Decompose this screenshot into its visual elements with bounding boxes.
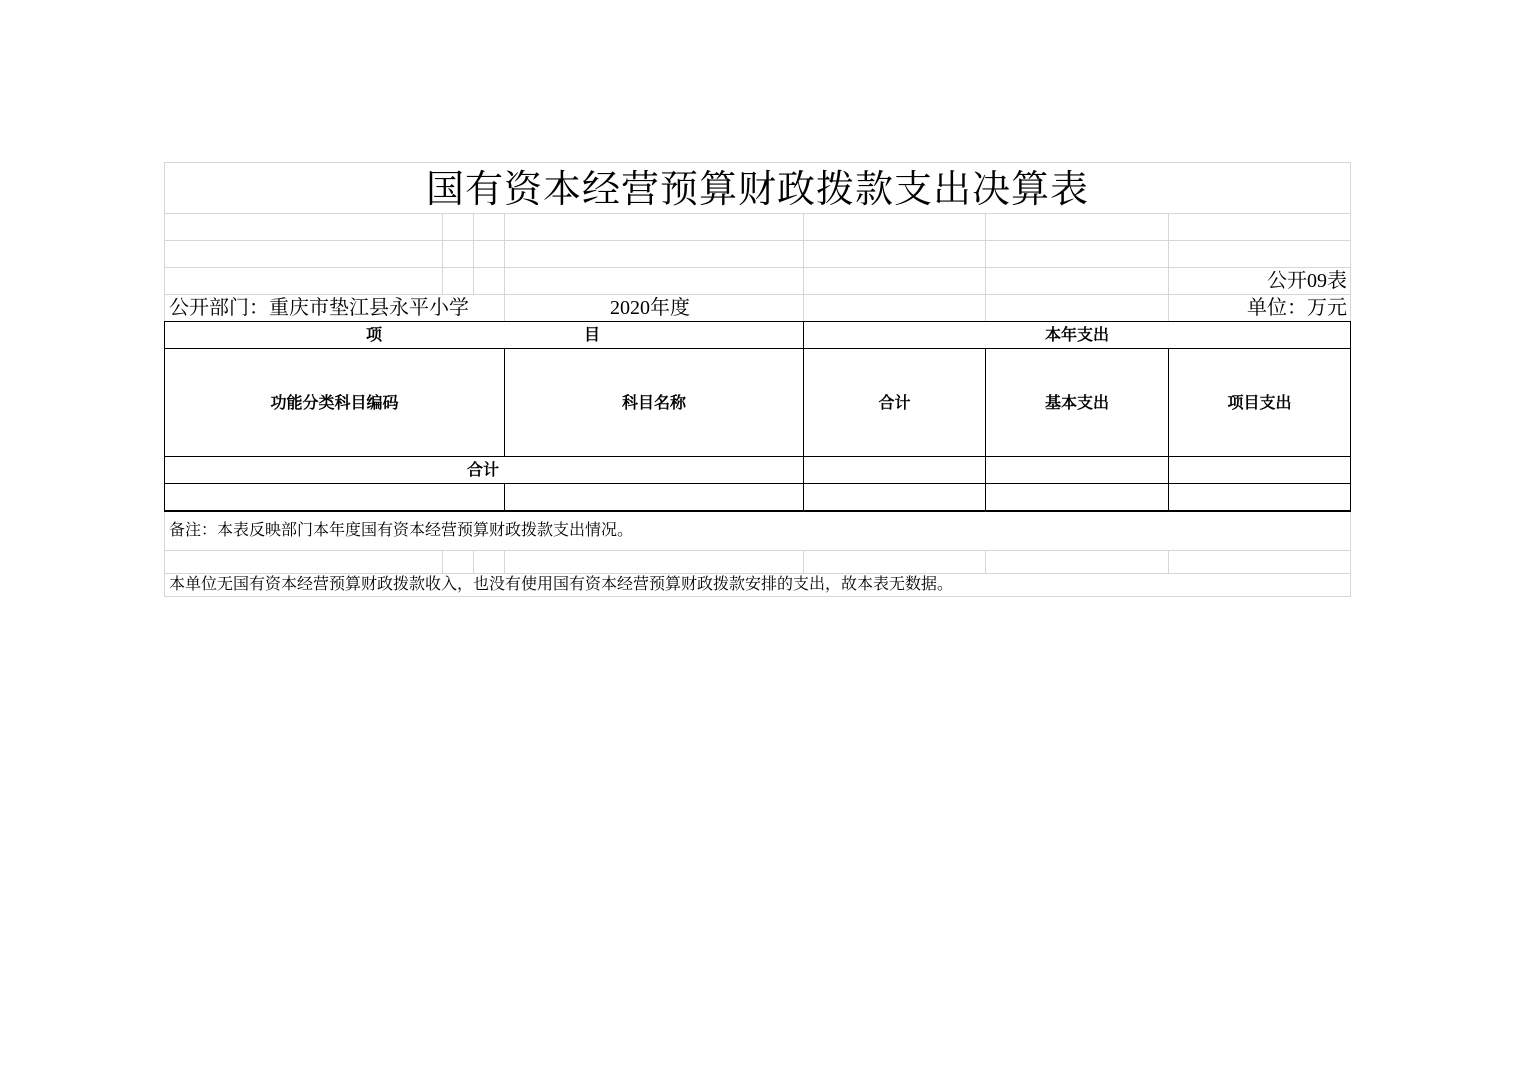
gridline xyxy=(504,550,505,573)
gridline xyxy=(164,267,1351,268)
header-current-year-expense: 本年支出 xyxy=(1044,325,1109,344)
gridline xyxy=(985,550,986,573)
gridline xyxy=(473,550,474,573)
table-border xyxy=(504,483,505,510)
gridline xyxy=(442,213,443,294)
spreadsheet-page xyxy=(164,162,1351,597)
gridline xyxy=(803,550,804,573)
page-title: 国有资本经营预算财政拨款支出决算表 xyxy=(425,167,1089,211)
table-border xyxy=(985,348,986,512)
unit-label: 单位：万元 xyxy=(1247,297,1347,319)
gridline xyxy=(164,573,1351,574)
gridline xyxy=(985,213,986,321)
table-border xyxy=(164,456,1351,457)
total-row-label: 合计 xyxy=(466,460,499,479)
table-border xyxy=(1350,321,1351,512)
gridline xyxy=(164,240,1351,241)
department-label: 公开部门：重庆市垫江县永平小学 xyxy=(169,297,469,319)
gridline xyxy=(442,550,443,573)
column-header-total: 合计 xyxy=(878,393,911,412)
column-header-basic-expense: 基本支出 xyxy=(1044,393,1109,412)
column-header-project-expense: 项目支出 xyxy=(1227,393,1292,412)
gridline xyxy=(473,213,474,294)
gridline xyxy=(164,596,1351,597)
gridline xyxy=(1168,213,1169,321)
fiscal-year: 2020年度 xyxy=(610,297,690,319)
gridline xyxy=(164,550,1351,551)
no-data-statement: 本单位无国有资本经营预算财政拨款收入，也没有使用国有资本经营预算财政拨款安排的支出，故本表无数据。 xyxy=(169,576,954,593)
gridline xyxy=(803,213,804,321)
column-header-function-code: 功能分类科目编码 xyxy=(270,393,399,412)
table-row xyxy=(165,484,504,510)
table-border xyxy=(164,321,1351,322)
table-border xyxy=(164,348,1351,349)
form-number: 公开09表 xyxy=(1267,270,1347,292)
remark-note: 备注：本表反映部门本年度国有资本经营预算财政拨款支出情况。 xyxy=(169,522,634,539)
column-header-subject-name: 科目名称 xyxy=(621,393,686,412)
header-item-part2: 目 xyxy=(583,325,600,344)
gridline xyxy=(164,162,1351,163)
gridline xyxy=(504,213,505,321)
header-item-part1: 项 xyxy=(365,325,382,344)
gridline xyxy=(1168,550,1169,573)
table-border xyxy=(803,321,804,512)
table-border xyxy=(164,510,1351,512)
table-border xyxy=(1168,348,1169,512)
